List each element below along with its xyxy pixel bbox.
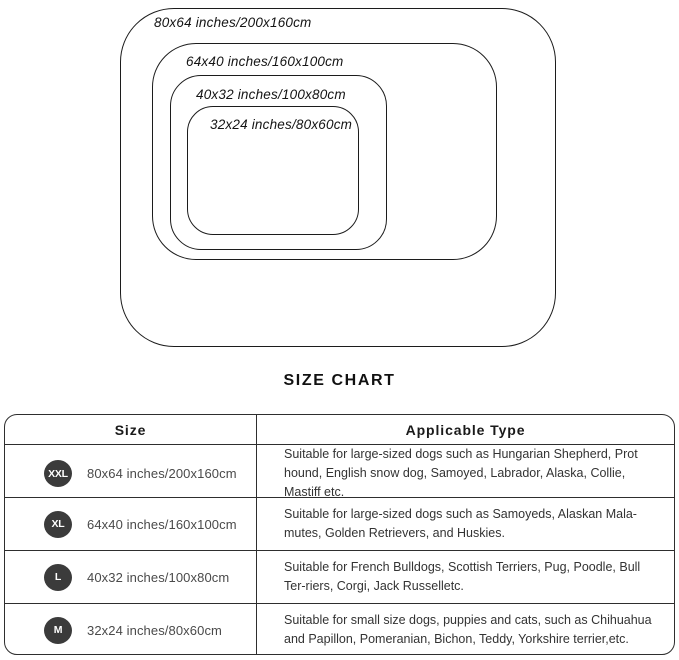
size-value: 32x24 inches/80x60cm — [87, 622, 222, 638]
table-row-l — [5, 550, 674, 603]
size-rect-xl-label: 64x40 inches/160x100cm — [186, 54, 344, 69]
size-badge-xl: XL — [44, 511, 72, 538]
size-cell — [5, 445, 257, 502]
size-rect-xxl-label: 80x64 inches/200x160cm — [154, 15, 312, 30]
size-rect-m-label: 32x24 inches/80x60cm — [210, 117, 353, 132]
table-row-m — [5, 603, 674, 655]
size-badge-xxl: XXL — [44, 460, 72, 487]
table-row-xxl — [5, 444, 674, 497]
size-cell — [5, 498, 257, 550]
column-header-size: Size — [5, 415, 257, 444]
applicable-type-cell — [257, 604, 674, 655]
table-header-row — [5, 415, 674, 444]
applicable-type-text: Suitable for small size dogs, puppies and cats, such as Chihuahua and Papillon, Pomeranian, Bichon, Teddy, Yorkshire terrier,etc. — [284, 613, 652, 646]
size-rect-m — [187, 106, 359, 235]
applicable-type-cell — [257, 551, 674, 603]
size-cell — [5, 604, 257, 655]
applicable-type-cell — [257, 498, 674, 550]
applicable-type-text: Suitable for large-sized dogs such as Hungarian Shepherd, Prot hound, English snow dog, Samoyed, Labrador, Alaska, Collie, Mastiff etc. — [284, 447, 638, 499]
applicable-type-text: Suitable for large-sized dogs such as Samoyeds, Alaskan Mala-mutes, Golden Retrievers, and Huskies. — [284, 507, 637, 540]
column-header-applicable-type: Applicable Type — [405, 421, 526, 438]
size-cell — [5, 551, 257, 603]
size-table — [4, 414, 675, 655]
applicable-type-cell — [257, 445, 674, 502]
size-badge-l: L — [44, 564, 72, 591]
size-value: 64x40 inches/160x100cm — [87, 516, 237, 532]
size-badge-m: M — [44, 617, 72, 644]
size-value: 80x64 inches/200x160cm — [87, 466, 237, 481]
page-title: SIZE CHART — [283, 372, 396, 389]
applicable-type-text: Suitable for French Bulldogs, Scottish Terriers, Pug, Poodle, Bull Ter-riers, Corgi, Jack Russelletc. — [284, 560, 641, 593]
size-rect-l-label: 40x32 inches/100x80cm — [196, 87, 346, 102]
table-row-xl — [5, 497, 674, 550]
size-value: 40x32 inches/100x80cm — [87, 569, 230, 585]
